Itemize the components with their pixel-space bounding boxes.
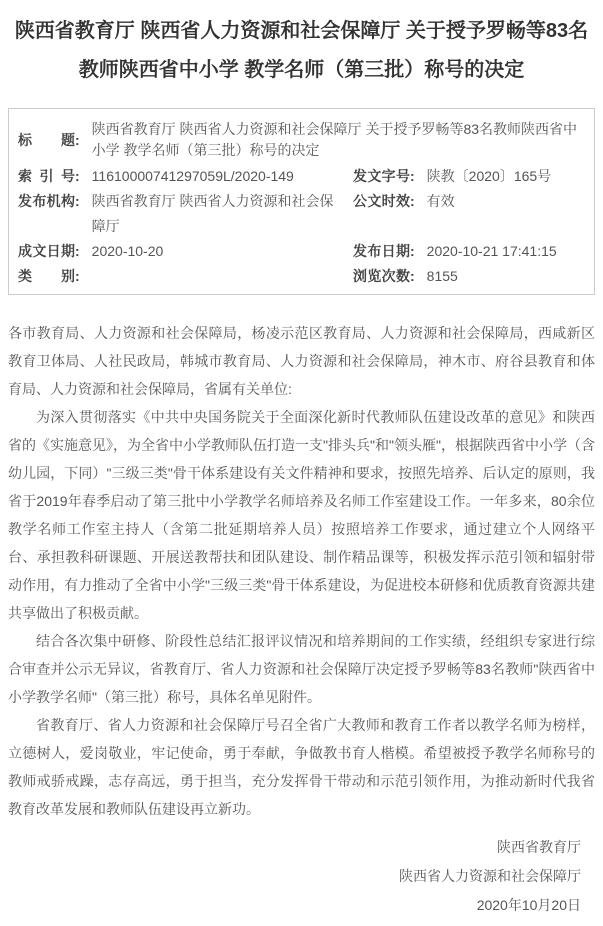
signature-block bbox=[8, 833, 595, 920]
document-body bbox=[8, 319, 595, 823]
meta-cell-view-count bbox=[344, 264, 594, 289]
meta-cell-title bbox=[9, 119, 594, 161]
meta-cell-category bbox=[9, 264, 344, 289]
meta-row-dates bbox=[9, 239, 594, 264]
meta-row-agency bbox=[9, 189, 594, 239]
meta-cell-doc-number bbox=[344, 164, 594, 189]
meta-value-view-count: 8155 bbox=[426, 268, 458, 284]
signature-date: 2020年10月20日 bbox=[476, 897, 581, 913]
meta-cell-publish-date bbox=[344, 239, 594, 264]
meta-cell-publish-agency bbox=[9, 189, 344, 239]
body-paragraph-callout: 省教育厅、省人力资源和社会保障厅号召全省广大教师和教育工作者以教学名师为榜样，立德树人，爱岗敬业，牢记使命，勇于奉献，争做教书育人楷模。希望被授予教学名师称号的教师戒骄戒躁，志存高远，勇于担当，充分发挥骨干带动和示范引领作用，为推动新时代我省教育改革发展和教师队伍建设再立新功。 bbox=[8, 717, 595, 817]
meta-label-publish-agency: 发布机构: bbox=[18, 193, 80, 209]
body-paragraph-background: 为深入贯彻落实《中共中央国务院关于全面深化新时代教师队伍建设改革的意见》和陕西省的《实施意见》，为全省中小学教师队伍打造一支"排头兵"和"领头雁"，根据陕西省中小学（含幼儿园，下同）"三级三类"骨干体系建设有关文件精神和要求，按照先培养、后认定的原则，我省于2019年春季启动了第三批中小学教学名师培养及名师工作室建设工作。一年多来，80余位教学名师工作室主持人（含第二批延期培养人员）按照培养工作要求，通过建立个人网络平台、承担教科研课题、开展送教帮扶和团队建设、制作精品课等，积极发挥示范引领和辐射带动作用，有力推动了全省中小学"三级三类"骨干体系建设，为促进校本研修和优质教育资源共建共享做出了积极贡献。 bbox=[8, 409, 595, 621]
meta-value-publish-agency: 陕西省教育厅 陕西省人力资源和社会保障厅 bbox=[91, 193, 334, 234]
meta-label-view-count: 浏览次数: bbox=[353, 268, 415, 284]
meta-label-index-number: 索引号: bbox=[18, 168, 80, 184]
meta-value-written-date: 2020-10-20 bbox=[91, 243, 164, 259]
meta-cell-validity bbox=[344, 189, 594, 239]
meta-value-index-number: 11610000741297059L/2020-149 bbox=[91, 168, 294, 184]
meta-value-validity: 有效 bbox=[426, 193, 455, 209]
document-meta-table bbox=[8, 108, 595, 295]
meta-label-doc-number: 发文字号: bbox=[353, 168, 415, 184]
meta-value-doc-number: 陕教〔2020〕165号 bbox=[426, 168, 552, 184]
meta-cell-written-date bbox=[9, 239, 344, 264]
meta-label-written-date: 成文日期: bbox=[18, 243, 80, 259]
meta-row-index bbox=[9, 164, 594, 189]
signature-agency-education: 陕西省教育厅 bbox=[497, 839, 581, 855]
meta-row-category bbox=[9, 264, 594, 289]
meta-value-title: 陕西省教育厅 陕西省人力资源和社会保障厅 关于授予罗畅等83名教师陕西省中小学 教学名师（第三批）称号的决定 bbox=[91, 121, 578, 158]
meta-label-title: 标题: bbox=[18, 131, 80, 148]
signature-agency-hr: 陕西省人力资源和社会保障厅 bbox=[399, 868, 581, 884]
body-paragraph-recipients: 各市教育局、人力资源和社会保障局，杨凌示范区教育局、人力资源和社会保障局，西咸新区教育卫体局、人社民政局，韩城市教育局、人力资源和社会保障局，神木市、府谷县教育和体育局、人力资源和社会保障局，省属有关单位: bbox=[8, 325, 595, 397]
meta-label-publish-date: 发布日期: bbox=[353, 243, 415, 259]
page-title: 陕西省教育厅 陕西省人力资源和社会保障厅 关于授予罗畅等83名教师陕西省中小学 教学名师（第三批）称号的决定 bbox=[14, 20, 589, 81]
meta-value-publish-date: 2020-10-21 17:41:15 bbox=[426, 243, 557, 259]
meta-cell-index-number bbox=[9, 164, 344, 189]
meta-row-title bbox=[9, 116, 594, 164]
meta-label-category: 类别: bbox=[18, 268, 80, 284]
body-paragraph-decision: 结合各次集中研修、阶段性总结汇报评议情况和培养期间的工作实绩，经组织专家进行综合审查并公示无异议，省教育厅、省人力资源和社会保障厅决定授予罗畅等83名教师"陕西省中小学教学名师"（第三批）称号，具体名单见附件。 bbox=[8, 633, 595, 705]
meta-label-validity: 公文时效: bbox=[353, 193, 415, 209]
